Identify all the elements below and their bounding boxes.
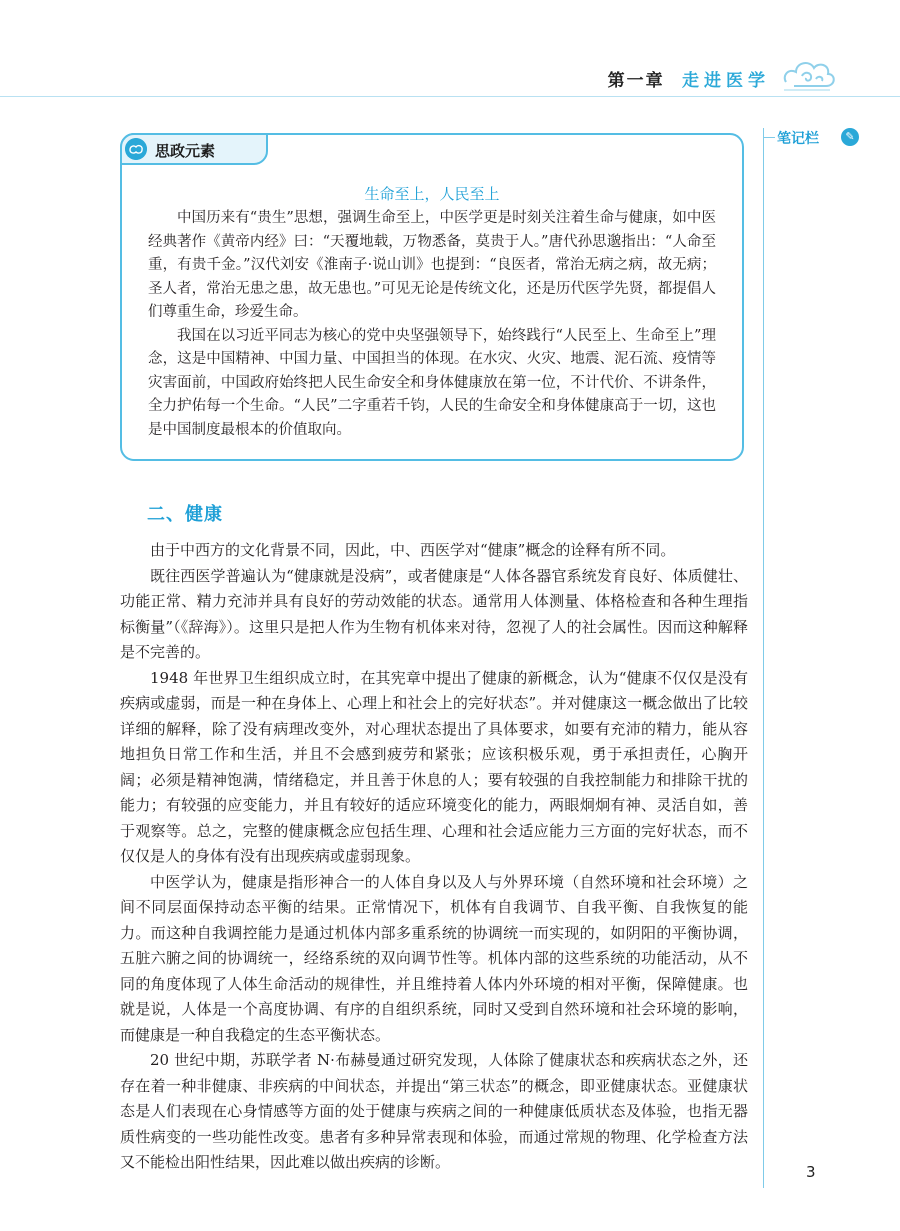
- chapter-label: 第一章: [607, 71, 665, 91]
- body-paragraph: 1948 年世界卫生组织成立时，在其宪章中提出了健康的新概念，认为“健康不仅仅是没有疾病或虚弱，而是一种在身体上、心理上和社会上的完好状态”。并对健康这一概念做出了比较详细的解释，除了没有病理改变外，对心理状态提出了具体要求，如要有充沛的精力，能从容地担负日常工作和生活，并且不会感到疲劳和紧张；应该积极乐观，勇于承担责任，心胸开阔；必须是精神饱满，情绪稳定，并且善于休息的人；要有较强的自我控制能力和排除干扰的能力；有较强的应变能力，并且有较好的适应环境变化的能力，两眼炯炯有神、灵活自如，善于观察等。总之，完整的健康概念应包括生理、心理和社会适应能力三方面的完好状态，而不仅仅是人的身体有没有出现疾病或虚弱现象。: [120, 668, 748, 865]
- ideology-box: [120, 133, 744, 461]
- box-paragraph: 我国在以习近平同志为核心的党中央坚强领导下，始终践行“人民至上、生命至上”理念，这是中国精神、中国力量、中国担当的体现。在水灾、火灾、地震、泥石流、疫情等灾害面前，中国政府始终把人民生命安全和身体健康放在第一位，不计代价、不讲条件，全力护佑每一个生命。“人民”二字重若千钧，人民的生命安全和身体健康高于一切，这也是中国制度最根本的价值取向。: [148, 327, 716, 438]
- page-number: 3: [806, 1163, 816, 1181]
- chapter-title: 走进医学: [682, 71, 770, 91]
- box-subtitle: 生命至上，人民至上: [364, 185, 500, 203]
- body-paragraph: 中医学认为，健康是指形神合一的人体自身以及人与外界环境（自然环境和社会环境）之间不同层面保持动态平衡的结果。正常情况下，机体有自我调节、自我平衡、自我恢复的能力。而这种自我调控能力是通过机体内部多重系统的协调统一而实现的，如阴阳的平衡协调，五脏六腑之间的协调统一，经络系统的双向调节性等。机体内部的这些系统的功能活动，从不同的角度体现了人体生命活动的规律性，并且维持着人体内外环境的相对平衡，保障健康。也就是说，人体是一个高度协调、有序的自组织系统，同时又受到自然环境和社会环境的影响，而健康是一种自我稳定的生态平衡状态。: [120, 872, 748, 1044]
- box-tab-label: 思政元素: [155, 142, 216, 160]
- box-body: [148, 207, 716, 442]
- section-body: [120, 538, 748, 1176]
- notes-column: [763, 128, 900, 1231]
- cloud-ornament-icon: [780, 54, 838, 94]
- body-paragraph: 既往西医学普遍认为“健康就是没病”，或者健康是“人体各器官系统发育良好、体质健壮、功能正常、精力充沛并具有良好的劳动效能的状态。通常用人体测量、体格检查和各种生理指标衡量”（《辞海》）。这里只是把人作为生物有机体来对待，忽视了人的社会属性。因而这种解释是不完善的。: [120, 566, 748, 661]
- thought-icon: [125, 138, 147, 160]
- section-heading: 二、健康: [147, 504, 223, 525]
- running-head: [608, 66, 770, 91]
- box-paragraph: 中国历来有“贵生”思想，强调生命至上，中医学更是时刻关注着生命与健康，如中医经典著作《黄帝内经》曰：“天覆地载，万物悉备，莫贵于人。”唐代孙思邈指出：“人命至重，有贵千金。”汉代刘安《淮南子·说山训》也提到：“良医者，常治无病之病，故无病；圣人者，常治无患之患，故无患也。”可见无论是传统文化，还是历代医学先贤，都提倡人们尊重生命，珍爱生命。: [148, 210, 716, 320]
- notes-stub: [763, 137, 775, 138]
- body-paragraph: 20 世纪中期，苏联学者 N·布赫曼通过研究发现，人体除了健康状态和疾病状态之外，还存在着一种非健康、非疾病的中间状态，并提出“第三状态”的概念，即亚健康状态。亚健康状态是人们表现在心身情感等方面的处于健康与疾病之间的一种健康低质状态及体验，也指无器质性病变的一些功能性改变。患者有多种异常表现和体验，而通过常规的物理、化学检查方法又不能检出阳性结果，因此难以做出疾病的诊断。: [120, 1051, 748, 1171]
- box-tab: [120, 133, 268, 165]
- notes-column-rule: [763, 128, 764, 1188]
- notes-icon: ✎: [841, 128, 859, 146]
- page-header: [0, 0, 900, 110]
- body-paragraph: 由于中西方的文化背景不同，因此，中、西医学对“健康”概念的诠释有所不同。: [150, 541, 676, 559]
- notes-label: 笔记栏: [777, 131, 819, 147]
- header-rule: [0, 96, 900, 97]
